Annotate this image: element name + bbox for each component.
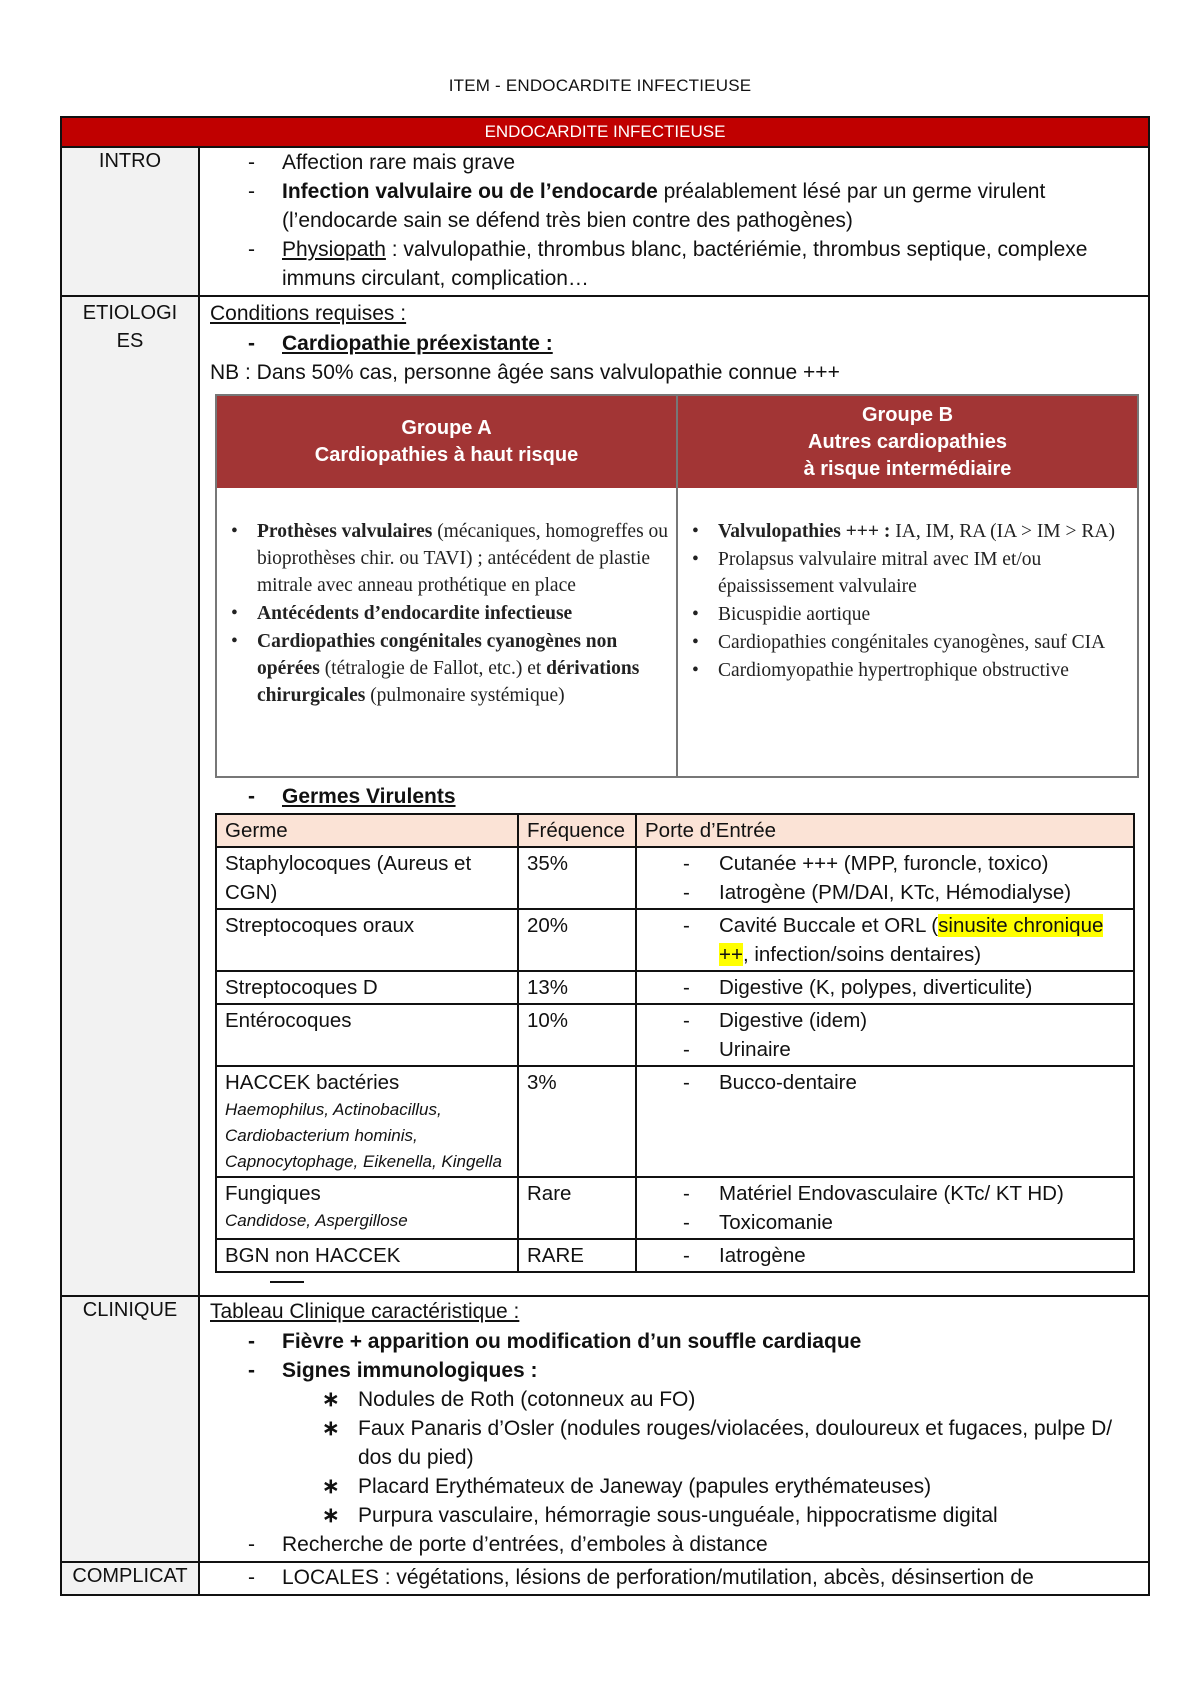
clinique-item: - Signes immunologiques : — [210, 1356, 1140, 1385]
group-a-item: • Prothèses valvulaires (mécaniques, homogreffes ou bioprothèses chir. ou TAVI) ; antécédent de plastie mitrale avec anneau prothétique en place — [229, 518, 672, 599]
intro-item — [210, 235, 1140, 293]
intro-label: INTRO — [61, 147, 199, 296]
immuno-sign: ∗ Placard Erythémateux de Janeway (papules erythémateuses) — [210, 1472, 1140, 1501]
table-row — [216, 847, 1134, 909]
porte-cell: - Cavité Buccale et ORL (sinusite chronique ++, infection/soins dentaires) — [636, 909, 1134, 971]
germ-cell: BGN non HACCEK — [216, 1239, 518, 1272]
clinique-item: - Recherche de porte d’entrées, d’emboles à distance — [210, 1530, 1140, 1559]
intro-text: préalablement lésé par un germe virulent (l’endocarde sain se défend très bien contre des pathogènes) — [282, 180, 1046, 232]
banner-row — [61, 117, 1149, 147]
clinique-label: CLINIQUE — [61, 1296, 199, 1562]
highlighted-text: sinusite chronique ++ — [719, 914, 1104, 966]
germ-species: Candidose, Aspergillose — [225, 1211, 408, 1230]
col-header-porte: Porte d’Entrée — [636, 814, 1134, 847]
group-a-item: • Cardiopathies congénitales cyanogènes non opérées (tétralogie de Fallot, etc.) et dérivations chirurgicales (pulmonaire systémique) — [229, 628, 672, 709]
page-title: ITEM - ENDOCARDITE INFECTIEUSE — [448, 76, 752, 95]
porte-cell: - Digestive (idem) - Urinaire — [636, 1004, 1134, 1066]
group-b-item: • Bicuspidie aortique — [690, 601, 1133, 628]
clinique-content — [199, 1296, 1149, 1562]
table-row — [216, 1066, 1134, 1177]
immuno-sign: ∗ Purpura vasculaire, hémorragie sous-unguéale, hippocratisme digital — [210, 1501, 1140, 1530]
intro-item — [210, 177, 1140, 235]
banner: ENDOCARDITE INFECTIEUSE — [61, 117, 1149, 147]
complications-content — [199, 1562, 1149, 1595]
germ-cell: Staphylocoques (Aureus et CGN) — [216, 847, 518, 909]
group-a-header: Groupe A Cardiopathies à haut risque — [217, 396, 676, 488]
col-header-frequence: Fréquence — [518, 814, 636, 847]
clinique-row — [61, 1296, 1149, 1562]
group-a-list — [217, 488, 676, 776]
group-b-item: • Cardiopathies congénitales cyanogènes, sauf CIA — [690, 629, 1133, 656]
complications-row — [61, 1562, 1149, 1595]
etiologies-label: ETIOLOGIES — [61, 296, 199, 1296]
germ-cell: Entérocoques — [216, 1004, 518, 1066]
freq-cell: 35% — [518, 847, 636, 909]
group-b-item: • Prolapsus valvulaire mitral avec IM et/ou épaississement valvulaire — [690, 546, 1133, 600]
col-header-germe: Germe — [216, 814, 518, 847]
freq-cell: 10% — [518, 1004, 636, 1066]
clinique-title: Tableau Clinique caractéristique : — [210, 1300, 520, 1323]
freq-cell: 3% — [518, 1066, 636, 1177]
germs-table — [215, 813, 1135, 1273]
freq-cell: 20% — [518, 909, 636, 971]
porte-cell: - Digestive (K, polypes, diverticulite) — [636, 971, 1134, 1004]
freq-cell: Rare — [518, 1177, 636, 1239]
germs-header-row — [216, 814, 1134, 847]
group-b-header: Groupe B Autres cardiopathies à risque intermédiaire — [676, 396, 1137, 488]
complication-item: - LOCALES : végétations, lésions de perforation/mutilation, abcès, désinsertion de — [210, 1563, 1140, 1592]
intro-row — [61, 147, 1149, 296]
porte-cell: - Bucco-dentaire — [636, 1066, 1134, 1177]
group-a-item: • Antécédents d’endocardite infectieuse — [229, 600, 672, 627]
immuno-sign: ∗ Nodules de Roth (cotonneux au FO) — [210, 1385, 1140, 1414]
table-row — [216, 1239, 1134, 1272]
germ-cell: Streptocoques oraux — [216, 909, 518, 971]
germes-title: - Germes Virulents — [210, 782, 1140, 811]
germ-cell: HACCEK bactéries Haemophilus, Actinobacillus, Cardiobacterium hominis, Capnocytophage, Eikenella, Kingella — [216, 1066, 518, 1177]
porte-cell: - Matériel Endovasculaire (KTc/ KT HD) - Toxicomanie — [636, 1177, 1134, 1239]
intro-text: : valvulopathie, thrombus blanc, bactériémie, thrombus septique, complexe immuns circulant, complication… — [282, 238, 1088, 290]
intro-item: - Affection rare mais grave — [210, 148, 1140, 177]
intro-content — [199, 147, 1149, 296]
porte-cell: - Cutanée +++ (MPP, furoncle, toxico) - Iatrogène (PM/DAI, KTc, Hémodialyse) — [636, 847, 1134, 909]
divider — [270, 1281, 304, 1293]
etiologies-content — [199, 296, 1149, 1296]
group-b-list — [676, 488, 1137, 776]
group-b-item: • Valvulopathies +++ : IA, IM, RA (IA > IM > RA) — [690, 518, 1133, 545]
freq-cell: RARE — [518, 1239, 636, 1272]
table-row — [216, 1177, 1134, 1239]
freq-cell: 13% — [518, 971, 636, 1004]
porte-cell: - Iatrogène — [636, 1239, 1134, 1272]
table-row — [216, 971, 1134, 1004]
physiopath-label: Physiopath — [282, 238, 386, 261]
etiologies-row — [61, 296, 1149, 1296]
intro-bold: Infection valvulaire ou de l’endocarde — [282, 180, 658, 203]
table-row — [216, 1004, 1134, 1066]
germ-cell: Streptocoques D — [216, 971, 518, 1004]
group-b-item: • Cardiomyopathie hypertrophique obstructive — [690, 657, 1133, 684]
nb-note: NB : Dans 50% cas, personne âgée sans valvulopathie connue +++ — [210, 361, 840, 384]
immuno-sign: ∗ Faux Panaris d’Osler (nodules rouges/violacées, douloureux et fugaces, pulpe D/ dos du pied) — [210, 1414, 1140, 1472]
risk-groups-figure — [215, 394, 1139, 778]
complications-label: COMPLICAT — [61, 1562, 199, 1595]
conditions-title: Conditions requises : — [210, 302, 407, 325]
main-table — [60, 116, 1150, 1596]
table-row — [216, 909, 1134, 971]
cardiopathie-title: - Cardiopathie préexistante : — [210, 329, 1140, 358]
germ-species: Haemophilus, Actinobacillus, Cardiobacterium hominis, Capnocytophage, Eikenella, Kingella — [225, 1100, 502, 1171]
clinique-item: - Fièvre + apparition ou modification d’un souffle cardiaque — [210, 1327, 1140, 1356]
germ-cell: Fungiques Candidose, Aspergillose — [216, 1177, 518, 1239]
